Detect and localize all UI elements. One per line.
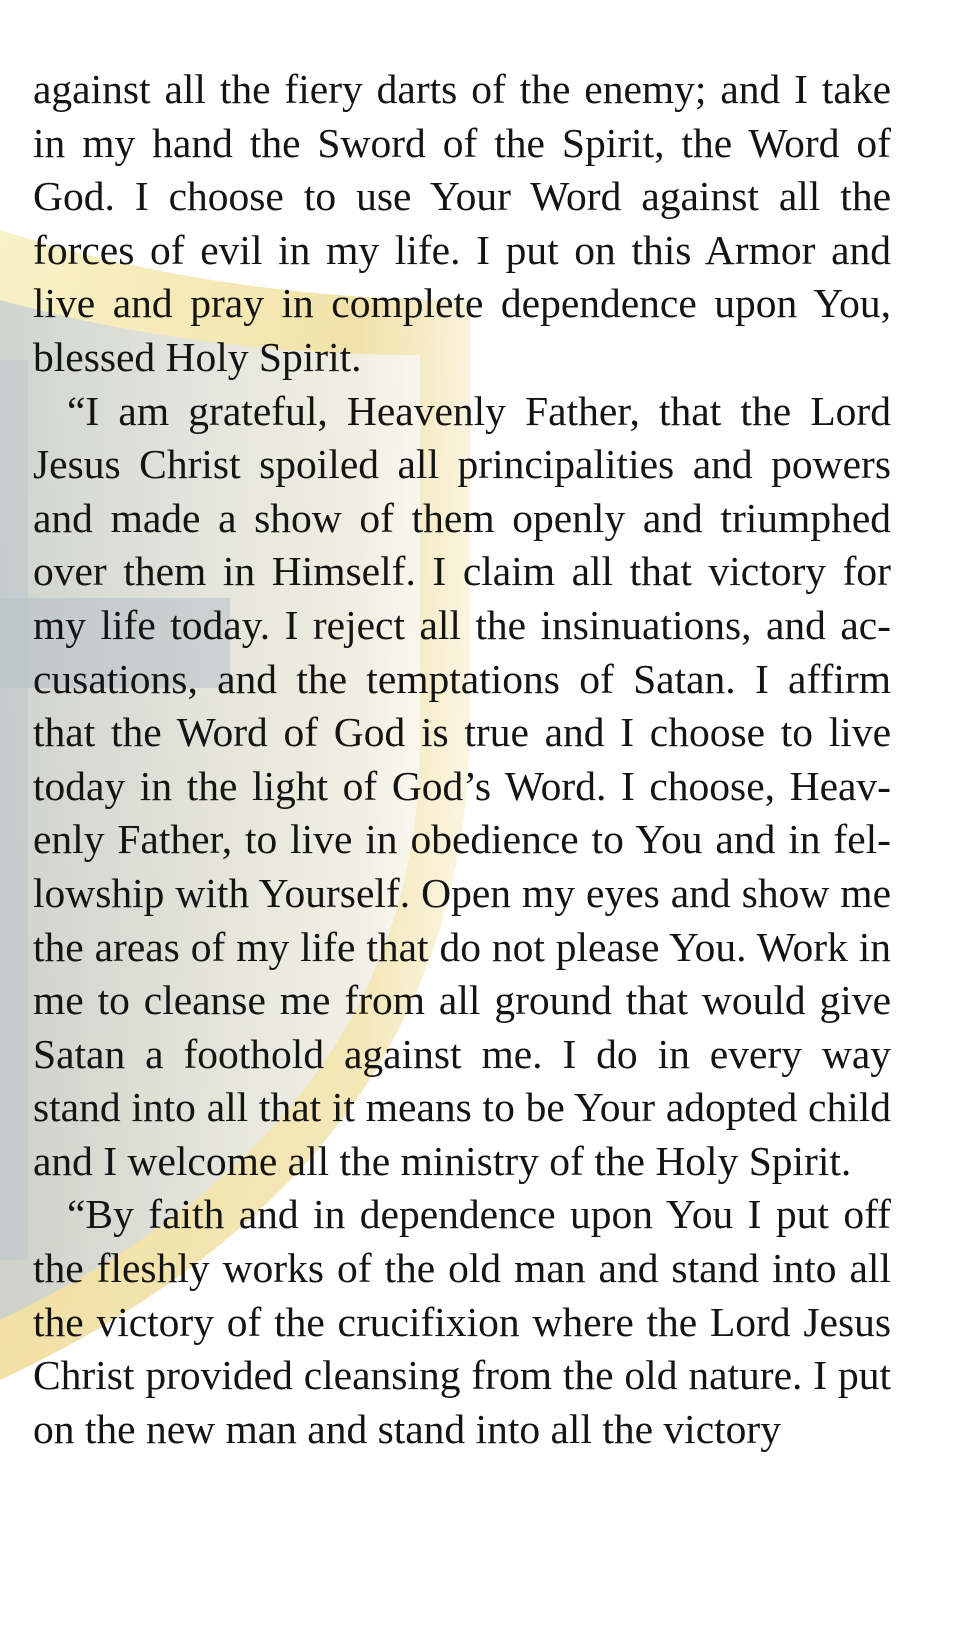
paragraph-armor: against all the fiery darts of the enemy; and I take in my hand the Sword of the Spirit, the Word of God. I choose to use Your Word against all the forces of evil in my life. I put on this Armor and live and pray in complete dependence upon You, blessed Holy Spirit. [33,66,891,380]
prayer-text [33,63,891,1456]
paragraph-by-faith: “By faith and in dependence upon You I put off the fleshly works of the old man and stand into all the victory of the crucifixion where the Lord Jesus Christ provided cleansing from the old nature. I put on the new man and stand into all the victory [33,1191,891,1452]
paragraph-grateful: “I am grateful, Heavenly Father, that the Lord Jesus Christ spoiled all principalities and powers and made a show of them openly and triumphed over them in Himself. I claim all that victory for my life today. I reject all the insinuations, and accusations, and the temptations of Satan. I affirm that the Word of God is true and I choose to live today in the light of God’s Word. I choose, Heavenly Father, to live in obedience to You and in fellowship with Yourself. Open my eyes and show me the areas of my life that do not please You. Work in me to cleanse me from all ground that would give Satan a foothold against me. I do in every way stand into all that it means to be Your adopted child and I welcome all the ministry of the Holy Spirit. [33,387,891,1184]
